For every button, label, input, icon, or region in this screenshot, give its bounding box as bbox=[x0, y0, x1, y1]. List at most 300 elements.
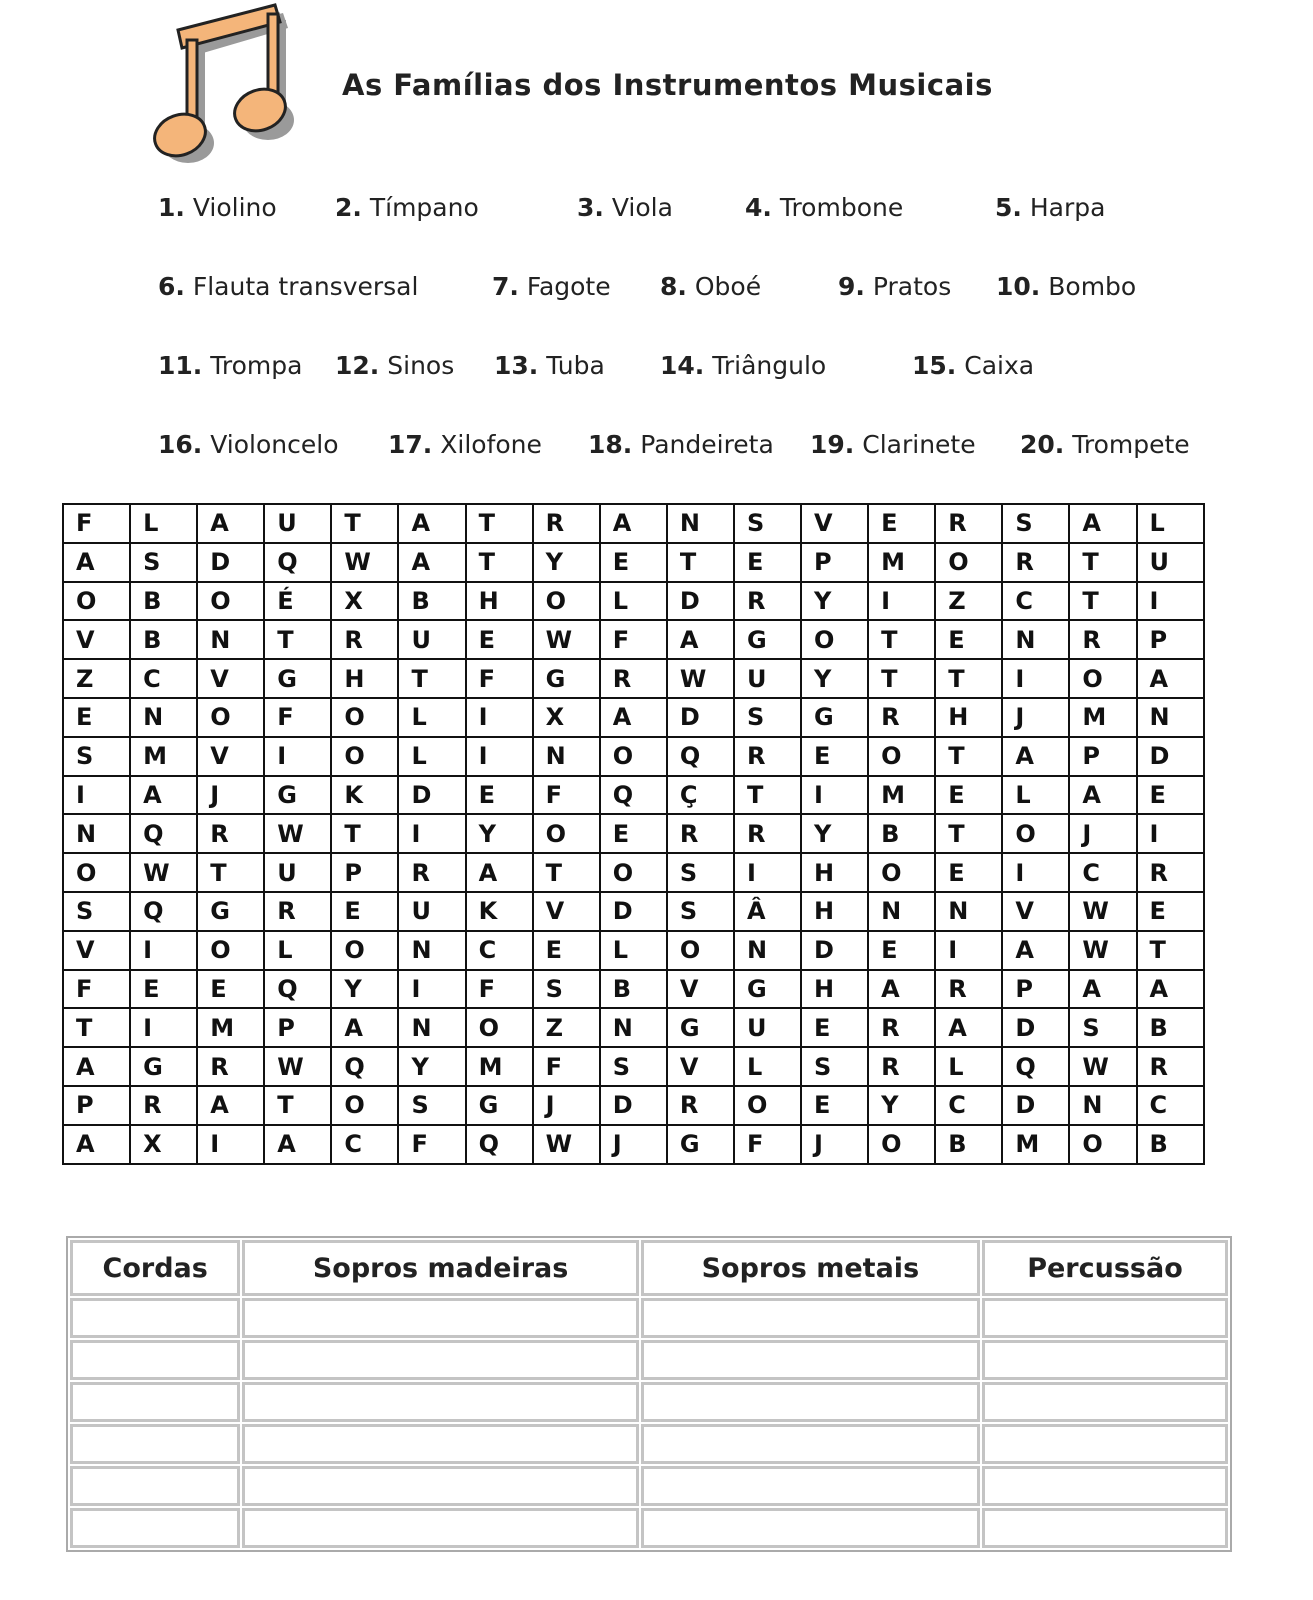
grid-cell[interactable]: J bbox=[197, 776, 264, 815]
grid-cell[interactable]: U bbox=[734, 659, 801, 698]
grid-cell[interactable]: W bbox=[1069, 931, 1136, 970]
grid-cell[interactable]: E bbox=[1137, 892, 1204, 931]
grid-cell[interactable]: E bbox=[935, 620, 1002, 659]
grid-cell[interactable]: H bbox=[801, 892, 868, 931]
grid-cell[interactable]: L bbox=[600, 582, 667, 621]
grid-cell[interactable]: S bbox=[734, 504, 801, 543]
grid-cell[interactable]: O bbox=[868, 1125, 935, 1164]
grid-cell[interactable]: H bbox=[801, 970, 868, 1009]
grid-cell[interactable]: T bbox=[331, 814, 398, 853]
grid-cell[interactable]: N bbox=[1137, 698, 1204, 737]
grid-cell[interactable]: N bbox=[130, 698, 197, 737]
grid-cell[interactable]: D bbox=[667, 698, 734, 737]
grid-cell[interactable]: W bbox=[264, 814, 331, 853]
grid-cell[interactable]: A bbox=[63, 1125, 130, 1164]
grid-cell[interactable]: D bbox=[1002, 1086, 1069, 1125]
grid-cell[interactable]: I bbox=[466, 698, 533, 737]
grid-cell[interactable]: U bbox=[398, 892, 465, 931]
grid-cell[interactable]: G bbox=[533, 659, 600, 698]
grid-cell[interactable]: E bbox=[935, 776, 1002, 815]
grid-cell[interactable]: M bbox=[1002, 1125, 1069, 1164]
grid-cell[interactable]: Q bbox=[264, 970, 331, 1009]
grid-cell[interactable]: Â bbox=[734, 892, 801, 931]
grid-cell[interactable]: I bbox=[801, 776, 868, 815]
grid-cell[interactable]: D bbox=[801, 931, 868, 970]
grid-cell[interactable]: Q bbox=[667, 737, 734, 776]
answer-cell[interactable] bbox=[982, 1382, 1228, 1422]
grid-cell[interactable]: A bbox=[1137, 970, 1204, 1009]
grid-cell[interactable]: G bbox=[667, 1125, 734, 1164]
grid-cell[interactable]: X bbox=[331, 582, 398, 621]
grid-cell[interactable]: V bbox=[63, 620, 130, 659]
grid-cell[interactable]: A bbox=[398, 504, 465, 543]
grid-cell[interactable]: O bbox=[868, 737, 935, 776]
grid-cell[interactable]: O bbox=[331, 698, 398, 737]
grid-cell[interactable]: Y bbox=[868, 1086, 935, 1125]
grid-cell[interactable]: L bbox=[1002, 776, 1069, 815]
grid-cell[interactable]: Ç bbox=[667, 776, 734, 815]
answer-cell[interactable] bbox=[641, 1508, 980, 1548]
grid-cell[interactable]: W bbox=[331, 543, 398, 582]
grid-cell[interactable]: W bbox=[1069, 892, 1136, 931]
grid-cell[interactable]: E bbox=[466, 776, 533, 815]
grid-cell[interactable]: A bbox=[63, 543, 130, 582]
grid-cell[interactable]: O bbox=[868, 853, 935, 892]
answer-cell[interactable] bbox=[242, 1466, 638, 1506]
grid-cell[interactable]: A bbox=[130, 776, 197, 815]
grid-cell[interactable]: R bbox=[130, 1086, 197, 1125]
grid-cell[interactable]: U bbox=[264, 504, 331, 543]
grid-cell[interactable]: C bbox=[1137, 1086, 1204, 1125]
grid-cell[interactable]: Q bbox=[130, 814, 197, 853]
grid-cell[interactable]: G bbox=[466, 1086, 533, 1125]
grid-cell[interactable]: O bbox=[801, 620, 868, 659]
grid-cell[interactable]: R bbox=[600, 659, 667, 698]
grid-cell[interactable]: Y bbox=[801, 659, 868, 698]
grid-cell[interactable]: V bbox=[197, 659, 264, 698]
grid-cell[interactable]: I bbox=[1002, 659, 1069, 698]
grid-cell[interactable]: R bbox=[1137, 853, 1204, 892]
grid-cell[interactable]: X bbox=[533, 698, 600, 737]
grid-cell[interactable]: V bbox=[533, 892, 600, 931]
grid-cell[interactable]: B bbox=[130, 582, 197, 621]
grid-cell[interactable]: I bbox=[130, 1008, 197, 1047]
grid-cell[interactable]: Y bbox=[331, 970, 398, 1009]
grid-cell[interactable]: S bbox=[1002, 504, 1069, 543]
grid-cell[interactable]: T bbox=[1069, 543, 1136, 582]
grid-cell[interactable]: O bbox=[331, 931, 398, 970]
grid-cell[interactable]: E bbox=[801, 1008, 868, 1047]
grid-cell[interactable]: O bbox=[197, 931, 264, 970]
grid-cell[interactable]: J bbox=[801, 1125, 868, 1164]
grid-cell[interactable]: W bbox=[1069, 1047, 1136, 1086]
answer-cell[interactable] bbox=[70, 1424, 240, 1464]
grid-cell[interactable]: P bbox=[1002, 970, 1069, 1009]
answer-cell[interactable] bbox=[982, 1298, 1228, 1338]
grid-cell[interactable]: S bbox=[801, 1047, 868, 1086]
grid-cell[interactable]: O bbox=[197, 698, 264, 737]
grid-cell[interactable]: C bbox=[130, 659, 197, 698]
grid-cell[interactable]: R bbox=[734, 737, 801, 776]
grid-cell[interactable]: É bbox=[264, 582, 331, 621]
grid-cell[interactable]: T bbox=[331, 504, 398, 543]
grid-cell[interactable]: A bbox=[1002, 737, 1069, 776]
grid-cell[interactable]: V bbox=[801, 504, 868, 543]
grid-cell[interactable]: L bbox=[600, 931, 667, 970]
grid-cell[interactable]: N bbox=[868, 892, 935, 931]
grid-cell[interactable]: G bbox=[264, 776, 331, 815]
grid-cell[interactable]: J bbox=[533, 1086, 600, 1125]
grid-cell[interactable]: E bbox=[533, 931, 600, 970]
grid-cell[interactable]: S bbox=[1069, 1008, 1136, 1047]
grid-cell[interactable]: F bbox=[533, 1047, 600, 1086]
grid-cell[interactable]: Y bbox=[801, 582, 868, 621]
grid-cell[interactable]: F bbox=[533, 776, 600, 815]
grid-cell[interactable]: C bbox=[331, 1125, 398, 1164]
grid-cell[interactable]: F bbox=[264, 698, 331, 737]
grid-cell[interactable]: R bbox=[398, 853, 465, 892]
grid-cell[interactable]: N bbox=[667, 504, 734, 543]
grid-cell[interactable]: O bbox=[1002, 814, 1069, 853]
grid-cell[interactable]: C bbox=[1069, 853, 1136, 892]
grid-cell[interactable]: X bbox=[130, 1125, 197, 1164]
grid-cell[interactable]: T bbox=[398, 659, 465, 698]
grid-cell[interactable]: L bbox=[935, 1047, 1002, 1086]
grid-cell[interactable]: T bbox=[935, 814, 1002, 853]
grid-cell[interactable]: K bbox=[331, 776, 398, 815]
grid-cell[interactable]: A bbox=[1069, 776, 1136, 815]
grid-cell[interactable]: D bbox=[667, 582, 734, 621]
grid-cell[interactable]: N bbox=[533, 737, 600, 776]
grid-cell[interactable]: F bbox=[398, 1125, 465, 1164]
grid-cell[interactable]: O bbox=[466, 1008, 533, 1047]
grid-cell[interactable]: H bbox=[801, 853, 868, 892]
grid-cell[interactable]: M bbox=[1069, 698, 1136, 737]
grid-cell[interactable]: M bbox=[868, 776, 935, 815]
grid-cell[interactable]: W bbox=[533, 620, 600, 659]
grid-cell[interactable]: T bbox=[868, 620, 935, 659]
grid-cell[interactable]: R bbox=[868, 1047, 935, 1086]
grid-cell[interactable]: R bbox=[868, 698, 935, 737]
grid-cell[interactable]: V bbox=[197, 737, 264, 776]
grid-cell[interactable]: A bbox=[1137, 659, 1204, 698]
answer-cell[interactable] bbox=[70, 1466, 240, 1506]
grid-cell[interactable]: A bbox=[600, 504, 667, 543]
grid-cell[interactable]: D bbox=[600, 1086, 667, 1125]
grid-cell[interactable]: B bbox=[130, 620, 197, 659]
grid-cell[interactable]: V bbox=[667, 1047, 734, 1086]
grid-cell[interactable]: O bbox=[1069, 659, 1136, 698]
grid-cell[interactable]: C bbox=[935, 1086, 1002, 1125]
grid-cell[interactable]: O bbox=[533, 814, 600, 853]
grid-cell[interactable]: R bbox=[667, 1086, 734, 1125]
grid-cell[interactable]: A bbox=[1069, 970, 1136, 1009]
answer-cell[interactable] bbox=[982, 1466, 1228, 1506]
grid-cell[interactable]: O bbox=[533, 582, 600, 621]
grid-cell[interactable]: L bbox=[398, 737, 465, 776]
answer-cell[interactable] bbox=[242, 1382, 638, 1422]
grid-cell[interactable]: N bbox=[63, 814, 130, 853]
grid-cell[interactable]: B bbox=[600, 970, 667, 1009]
grid-cell[interactable]: N bbox=[600, 1008, 667, 1047]
grid-cell[interactable]: T bbox=[935, 659, 1002, 698]
grid-cell[interactable]: J bbox=[1069, 814, 1136, 853]
grid-cell[interactable]: B bbox=[1137, 1125, 1204, 1164]
answer-cell[interactable] bbox=[242, 1298, 638, 1338]
grid-cell[interactable]: S bbox=[130, 543, 197, 582]
grid-cell[interactable]: A bbox=[1069, 504, 1136, 543]
grid-cell[interactable]: L bbox=[264, 931, 331, 970]
grid-cell[interactable]: F bbox=[466, 659, 533, 698]
grid-cell[interactable]: A bbox=[868, 970, 935, 1009]
grid-cell[interactable]: F bbox=[734, 1125, 801, 1164]
grid-cell[interactable]: W bbox=[264, 1047, 331, 1086]
grid-cell[interactable]: F bbox=[466, 970, 533, 1009]
grid-cell[interactable]: Y bbox=[466, 814, 533, 853]
grid-cell[interactable]: V bbox=[667, 970, 734, 1009]
grid-cell[interactable]: L bbox=[1137, 504, 1204, 543]
grid-cell[interactable]: I bbox=[935, 931, 1002, 970]
grid-cell[interactable]: G bbox=[667, 1008, 734, 1047]
grid-cell[interactable]: V bbox=[63, 931, 130, 970]
grid-cell[interactable]: R bbox=[734, 582, 801, 621]
grid-cell[interactable]: Q bbox=[1002, 1047, 1069, 1086]
answer-cell[interactable] bbox=[70, 1340, 240, 1380]
grid-cell[interactable]: S bbox=[600, 1047, 667, 1086]
grid-cell[interactable]: H bbox=[331, 659, 398, 698]
grid-cell[interactable]: T bbox=[935, 737, 1002, 776]
grid-cell[interactable]: P bbox=[331, 853, 398, 892]
grid-cell[interactable]: O bbox=[600, 737, 667, 776]
grid-cell[interactable]: T bbox=[466, 543, 533, 582]
grid-cell[interactable]: I bbox=[398, 814, 465, 853]
grid-cell[interactable]: U bbox=[734, 1008, 801, 1047]
grid-cell[interactable]: Z bbox=[63, 659, 130, 698]
grid-cell[interactable]: E bbox=[1137, 776, 1204, 815]
grid-cell[interactable]: W bbox=[130, 853, 197, 892]
grid-cell[interactable]: R bbox=[197, 814, 264, 853]
grid-cell[interactable]: T bbox=[264, 1086, 331, 1125]
grid-cell[interactable]: I bbox=[734, 853, 801, 892]
grid-cell[interactable]: V bbox=[1002, 892, 1069, 931]
grid-cell[interactable]: T bbox=[63, 1008, 130, 1047]
grid-cell[interactable]: I bbox=[466, 737, 533, 776]
grid-cell[interactable]: Y bbox=[533, 543, 600, 582]
grid-cell[interactable]: R bbox=[197, 1047, 264, 1086]
grid-cell[interactable]: L bbox=[734, 1047, 801, 1086]
grid-cell[interactable]: I bbox=[398, 970, 465, 1009]
grid-cell[interactable]: Q bbox=[466, 1125, 533, 1164]
grid-cell[interactable]: S bbox=[533, 970, 600, 1009]
grid-cell[interactable]: T bbox=[734, 776, 801, 815]
grid-cell[interactable]: S bbox=[63, 892, 130, 931]
grid-cell[interactable]: E bbox=[63, 698, 130, 737]
grid-cell[interactable]: R bbox=[1069, 620, 1136, 659]
grid-cell[interactable]: H bbox=[466, 582, 533, 621]
answer-cell[interactable] bbox=[242, 1424, 638, 1464]
grid-cell[interactable]: N bbox=[1069, 1086, 1136, 1125]
grid-cell[interactable]: I bbox=[197, 1125, 264, 1164]
grid-cell[interactable]: E bbox=[600, 543, 667, 582]
grid-cell[interactable]: O bbox=[331, 1086, 398, 1125]
grid-cell[interactable]: Q bbox=[600, 776, 667, 815]
grid-cell[interactable]: A bbox=[600, 698, 667, 737]
grid-cell[interactable]: Y bbox=[801, 814, 868, 853]
grid-cell[interactable]: R bbox=[935, 504, 1002, 543]
grid-cell[interactable]: M bbox=[130, 737, 197, 776]
grid-cell[interactable]: A bbox=[197, 504, 264, 543]
grid-cell[interactable]: D bbox=[600, 892, 667, 931]
answer-cell[interactable] bbox=[641, 1466, 980, 1506]
answer-cell[interactable] bbox=[70, 1298, 240, 1338]
grid-cell[interactable]: C bbox=[466, 931, 533, 970]
grid-cell[interactable]: L bbox=[130, 504, 197, 543]
grid-cell[interactable]: A bbox=[398, 543, 465, 582]
grid-cell[interactable]: S bbox=[398, 1086, 465, 1125]
grid-cell[interactable]: A bbox=[1002, 931, 1069, 970]
grid-cell[interactable]: J bbox=[600, 1125, 667, 1164]
grid-cell[interactable]: Z bbox=[533, 1008, 600, 1047]
grid-cell[interactable]: R bbox=[1137, 1047, 1204, 1086]
grid-cell[interactable]: R bbox=[868, 1008, 935, 1047]
grid-cell[interactable]: R bbox=[935, 970, 1002, 1009]
grid-cell[interactable]: R bbox=[667, 814, 734, 853]
grid-cell[interactable]: T bbox=[197, 853, 264, 892]
grid-cell[interactable]: E bbox=[600, 814, 667, 853]
grid-cell[interactable]: B bbox=[1137, 1008, 1204, 1047]
grid-cell[interactable]: N bbox=[197, 620, 264, 659]
grid-cell[interactable]: E bbox=[331, 892, 398, 931]
grid-cell[interactable]: G bbox=[264, 659, 331, 698]
grid-cell[interactable]: B bbox=[868, 814, 935, 853]
grid-cell[interactable]: N bbox=[1002, 620, 1069, 659]
answer-cell[interactable] bbox=[242, 1508, 638, 1548]
grid-cell[interactable]: O bbox=[600, 853, 667, 892]
grid-cell[interactable]: T bbox=[1137, 931, 1204, 970]
grid-cell[interactable]: O bbox=[331, 737, 398, 776]
grid-cell[interactable]: W bbox=[533, 1125, 600, 1164]
grid-cell[interactable]: O bbox=[1069, 1125, 1136, 1164]
answer-cell[interactable] bbox=[982, 1424, 1228, 1464]
grid-cell[interactable]: N bbox=[935, 892, 1002, 931]
grid-cell[interactable]: E bbox=[935, 853, 1002, 892]
grid-cell[interactable]: I bbox=[130, 931, 197, 970]
answer-cell[interactable] bbox=[70, 1508, 240, 1548]
grid-cell[interactable]: I bbox=[1002, 853, 1069, 892]
answer-cell[interactable] bbox=[70, 1382, 240, 1422]
grid-cell[interactable]: E bbox=[868, 931, 935, 970]
grid-cell[interactable]: I bbox=[264, 737, 331, 776]
grid-cell[interactable]: B bbox=[935, 1125, 1002, 1164]
grid-cell[interactable]: P bbox=[63, 1086, 130, 1125]
grid-cell[interactable]: O bbox=[63, 853, 130, 892]
grid-cell[interactable]: D bbox=[1002, 1008, 1069, 1047]
grid-cell[interactable]: T bbox=[533, 853, 600, 892]
grid-cell[interactable]: S bbox=[667, 853, 734, 892]
grid-cell[interactable]: R bbox=[1002, 543, 1069, 582]
grid-cell[interactable]: E bbox=[466, 620, 533, 659]
grid-cell[interactable]: M bbox=[868, 543, 935, 582]
grid-cell[interactable]: P bbox=[1069, 737, 1136, 776]
grid-cell[interactable]: R bbox=[533, 504, 600, 543]
grid-cell[interactable]: Y bbox=[398, 1047, 465, 1086]
grid-cell[interactable]: P bbox=[801, 543, 868, 582]
grid-cell[interactable]: G bbox=[801, 698, 868, 737]
grid-cell[interactable]: S bbox=[734, 698, 801, 737]
grid-cell[interactable]: T bbox=[264, 620, 331, 659]
grid-cell[interactable]: A bbox=[331, 1008, 398, 1047]
answer-cell[interactable] bbox=[641, 1382, 980, 1422]
grid-cell[interactable]: E bbox=[801, 737, 868, 776]
grid-cell[interactable]: A bbox=[935, 1008, 1002, 1047]
grid-cell[interactable]: Z bbox=[935, 582, 1002, 621]
grid-cell[interactable]: R bbox=[734, 814, 801, 853]
grid-cell[interactable]: E bbox=[130, 970, 197, 1009]
grid-cell[interactable]: J bbox=[1002, 698, 1069, 737]
grid-cell[interactable]: R bbox=[331, 620, 398, 659]
grid-cell[interactable]: A bbox=[197, 1086, 264, 1125]
grid-cell[interactable]: T bbox=[466, 504, 533, 543]
answer-cell[interactable] bbox=[982, 1340, 1228, 1380]
grid-cell[interactable]: E bbox=[197, 970, 264, 1009]
grid-cell[interactable]: O bbox=[667, 931, 734, 970]
grid-cell[interactable]: F bbox=[63, 970, 130, 1009]
grid-cell[interactable]: I bbox=[63, 776, 130, 815]
grid-cell[interactable]: T bbox=[868, 659, 935, 698]
grid-cell[interactable]: A bbox=[466, 853, 533, 892]
grid-cell[interactable]: O bbox=[197, 582, 264, 621]
answer-cell[interactable] bbox=[641, 1340, 980, 1380]
grid-cell[interactable]: F bbox=[600, 620, 667, 659]
grid-cell[interactable]: O bbox=[63, 582, 130, 621]
grid-cell[interactable]: D bbox=[398, 776, 465, 815]
grid-cell[interactable]: P bbox=[1137, 620, 1204, 659]
grid-cell[interactable]: T bbox=[667, 543, 734, 582]
grid-cell[interactable]: G bbox=[734, 970, 801, 1009]
grid-cell[interactable]: W bbox=[667, 659, 734, 698]
grid-cell[interactable]: C bbox=[1002, 582, 1069, 621]
grid-cell[interactable]: N bbox=[398, 1008, 465, 1047]
grid-cell[interactable]: D bbox=[1137, 737, 1204, 776]
answer-cell[interactable] bbox=[641, 1424, 980, 1464]
grid-cell[interactable]: P bbox=[264, 1008, 331, 1047]
answer-cell[interactable] bbox=[242, 1340, 638, 1380]
grid-cell[interactable]: Q bbox=[331, 1047, 398, 1086]
answer-cell[interactable] bbox=[641, 1298, 980, 1338]
grid-cell[interactable]: I bbox=[1137, 814, 1204, 853]
grid-cell[interactable]: E bbox=[868, 504, 935, 543]
grid-cell[interactable]: B bbox=[398, 582, 465, 621]
grid-cell[interactable]: U bbox=[398, 620, 465, 659]
grid-cell[interactable]: Q bbox=[130, 892, 197, 931]
grid-cell[interactable]: M bbox=[466, 1047, 533, 1086]
grid-cell[interactable]: L bbox=[398, 698, 465, 737]
grid-cell[interactable]: O bbox=[935, 543, 1002, 582]
grid-cell[interactable]: R bbox=[264, 892, 331, 931]
grid-cell[interactable]: E bbox=[801, 1086, 868, 1125]
grid-cell[interactable]: F bbox=[63, 504, 130, 543]
grid-cell[interactable]: E bbox=[734, 543, 801, 582]
grid-cell[interactable]: D bbox=[197, 543, 264, 582]
grid-cell[interactable]: O bbox=[734, 1086, 801, 1125]
grid-cell[interactable]: I bbox=[868, 582, 935, 621]
grid-cell[interactable]: N bbox=[398, 931, 465, 970]
grid-cell[interactable]: G bbox=[734, 620, 801, 659]
grid-cell[interactable]: S bbox=[667, 892, 734, 931]
grid-cell[interactable]: T bbox=[1069, 582, 1136, 621]
grid-cell[interactable]: A bbox=[264, 1125, 331, 1164]
grid-cell[interactable]: U bbox=[264, 853, 331, 892]
